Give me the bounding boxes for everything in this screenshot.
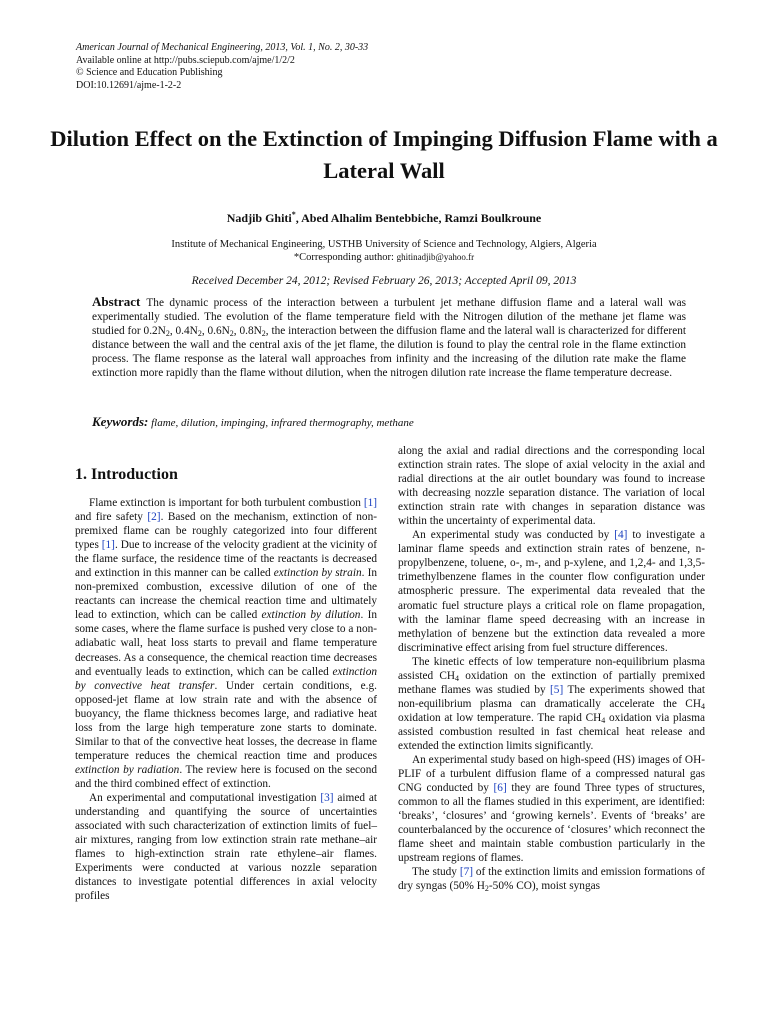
corresponding-label: *Corresponding author: [293,252,394,263]
text: they are found Three types of structures, common to all the flames studied in this experiment, are identified: ‘breaks’, ‘closures’ and ‘growing kernels’. Events of ‘breaks’ are counterbalanced by the occurence of ‘closures’ which reconnect the flame sheet and maintain stable combustion particularly in the upstream regions of flames. [398,782,706,865]
text: and fire safety [75,511,148,524]
corresponding-email: ghitinadjib@yahoo.fr [396,252,475,262]
text: The kinetic effects of low temperature non-equilibrium plasma assisted CH [398,655,705,682]
citation-link[interactable]: [4] [614,529,628,542]
text: . Under certain conditions, e.g. opposed-jet flame at low strain rate and with the absence of buoyancy, the flame thickness becomes large, and radiative heat loss from the large high temperature zone starts to dominate. Similar to that of the convective heat losses, the decrease in flame temperature reduces the chemical reaction time and produces [75,679,377,762]
received-dates: Received December 24, 2012; Revised February 26, 2013; Accepted April 09, 2013 [191,275,577,287]
paragraph [398,865,705,893]
abstract-text: , 0.4N [169,325,198,338]
journal-masthead [76,42,368,92]
text: . In non-premixed combustion, excessive dilution of one of the reactants can increase the chemical reaction time and ultimately lead to extinction, which can be called [75,567,377,622]
abstract-heading: Abstract [92,294,141,309]
text: . In some cases, where the flame surface is pushed very close to a non-adiabatic wall, heat loss starts to prevail and flame temperature decreases. As a consequence, the chemical reaction time decreases and eventually leads to extinction, which can be called [75,609,377,678]
emphasis: extinction by radiation [75,763,180,776]
paragraph [398,528,705,654]
text: oxidation at low temperature. The rapid CH [398,711,602,724]
text: An experimental study based on high-speed (HS) images of OH-PLIF of a turbulent diffusion flame of a compressed natural gas CNG conducted by [398,754,705,795]
right-column [398,444,705,894]
subscript: 4 [455,673,460,683]
keywords-heading: Keywords: [92,414,149,429]
corresponding-mark: * [291,210,296,219]
abstract-text-1: The dynamic process of the interaction between a turbulent jet methane diffusion flame and a lateral wall was experimentally studied. The evolution of the flame temperature field with the Nitrogen dilution of the methane jet flame was studied for 0.2N [92,297,686,338]
abstract-text: , 0.6N [201,325,230,338]
paragraph [75,496,377,791]
text: . Based on the mechanism, extinction of non-premixed flame can be roughly categorized into four different types [75,511,377,552]
available-online-line: Available online at http://pubs.sciepub.com/ajme/1/2/2 [76,54,295,66]
emphasis: extinction by convective heat transfer [75,665,377,692]
corresponding-author [0,251,768,264]
citation-link[interactable]: [1] [101,539,115,552]
citation-link[interactable]: [5] [550,683,564,696]
subscript: 2 [484,884,489,894]
paper-title: Dilution Effect on the Extinction of Impinging Diffusion Flame with a Lateral Wall [50,126,718,183]
citation-link[interactable]: [2] [147,511,161,524]
citation-link[interactable]: [7] [459,866,473,879]
paragraph [398,655,705,753]
text: oxidation on the extinction of partially premixed methane flames was studied by [398,669,705,696]
section-heading-introduction: 1. Introduction [75,466,178,483]
affiliation-line: Institute of Mechanical Engineering, USTHB University of Science and Technology, Algiers, Algeria [171,239,597,250]
emphasis: extinction by strain [273,567,362,580]
author-first: Nadjib Ghiti [226,211,292,225]
emphasis: extinction by dilution [261,609,361,622]
abstract-text: , 0.8N [233,325,262,338]
keywords-list: flame, dilution, impinging, infrared thermography, methane [151,417,414,429]
author-list [0,210,768,226]
text: The experiments showed that non-equilibrium plasma can dramatically accelerate the CH [398,683,705,710]
authors-rest: , Abed Alhalim Bentebbiche, Ramzi Boulkroune [295,211,542,225]
subscript: 2 [229,329,234,339]
subscript: 2 [197,329,202,339]
publisher-line: © Science and Education Publishing [76,67,223,79]
keywords [92,414,692,430]
text: The study [412,866,460,879]
text: of the extinction limits and emission formations of dry syngas (50% H [398,866,705,893]
abstract-text-2: , the interaction between the diffusion flame and the lateral wall is characterized for different distance between the wall and the central axis of the jet flame, the dilution is found to play the central role in the flame extinction process. The flame response as the lateral wall approaches from infinity and the increasing of the dilution rate make the flame extinction more rapidly than the flame without dilution, when the nitrogen dilution rate increase the flame temperature decrease. [92,325,686,380]
text: to investigate a laminar flame speeds and extinction strain rates of benzene, n-propylbenzene, toluene, o-, m-, and p-xylene, and 1,2,4- and 1,3,5-trimethylbenzene flames in the counter flow configuration under atmospheric pressure. The experimental data revealed that the aromatic fuel structure plays a critical role on flame propagation, with the laminar flame speed decreasing with an increase in methylation of benzene but the extinction data revealed a more discriminative effect arising from fuel structure differences. [398,529,705,654]
subscript: 2 [261,329,266,339]
citation-link[interactable]: [3] [320,791,334,804]
left-column [75,496,377,903]
text: aimed at understanding and quantifying the source of uncertainties associated with such characterization of extinction limits of fuel–air mixtures, ranging from low extinction strain rate methane–air flames to high-extinction strain rate ethylene–air flames. Experiments were conducted at various nozzle separation distances to investigate potential differences in axial velocity profiles [75,791,377,903]
text: -50% CO), moist syngas [488,880,601,893]
citation-link[interactable]: [6] [493,782,507,795]
text: An experimental study was conducted by [412,529,615,542]
text: Flame extinction is important for both turbulent combustion [89,497,364,509]
subscript: 4 [701,701,705,711]
paragraph: along the axial and radial directions and the corresponding local extinction strain rates. The slope of axial velocity in the axial and radial directions at the air outlet boundary was found to increase with decreasing nozzle separation distance. The variation of local extinction strain rate with changes in separation distance was within the uncertainty of experimental data. [398,445,705,528]
text: . Due to increase of the velocity gradient at the vicinity of the flame surface, the residence time of the reactants is decreased and extinction in this manner can be called [75,539,377,580]
text: oxidation via plasma assisted combustion resulted in fast chemical heat release and extended the extinction limits significantly. [398,711,705,752]
text: . The review here is focused on the second and the third combined effect of extinction. [75,763,377,790]
paragraph [75,791,377,903]
affiliation [0,238,768,264]
doi-line: DOI:10.12691/ajme-1-2-2 [76,79,182,91]
subscript: 4 [601,715,606,725]
journal-citation: American Journal of Mechanical Engineering, 2013, Vol. 1, No. 2, 30-33 [76,42,369,53]
abstract [92,295,686,381]
subscript: 2 [165,329,170,339]
text: An experimental and computational investigation [89,791,321,804]
citation-link[interactable]: [1] [363,497,377,509]
paragraph [398,753,705,865]
